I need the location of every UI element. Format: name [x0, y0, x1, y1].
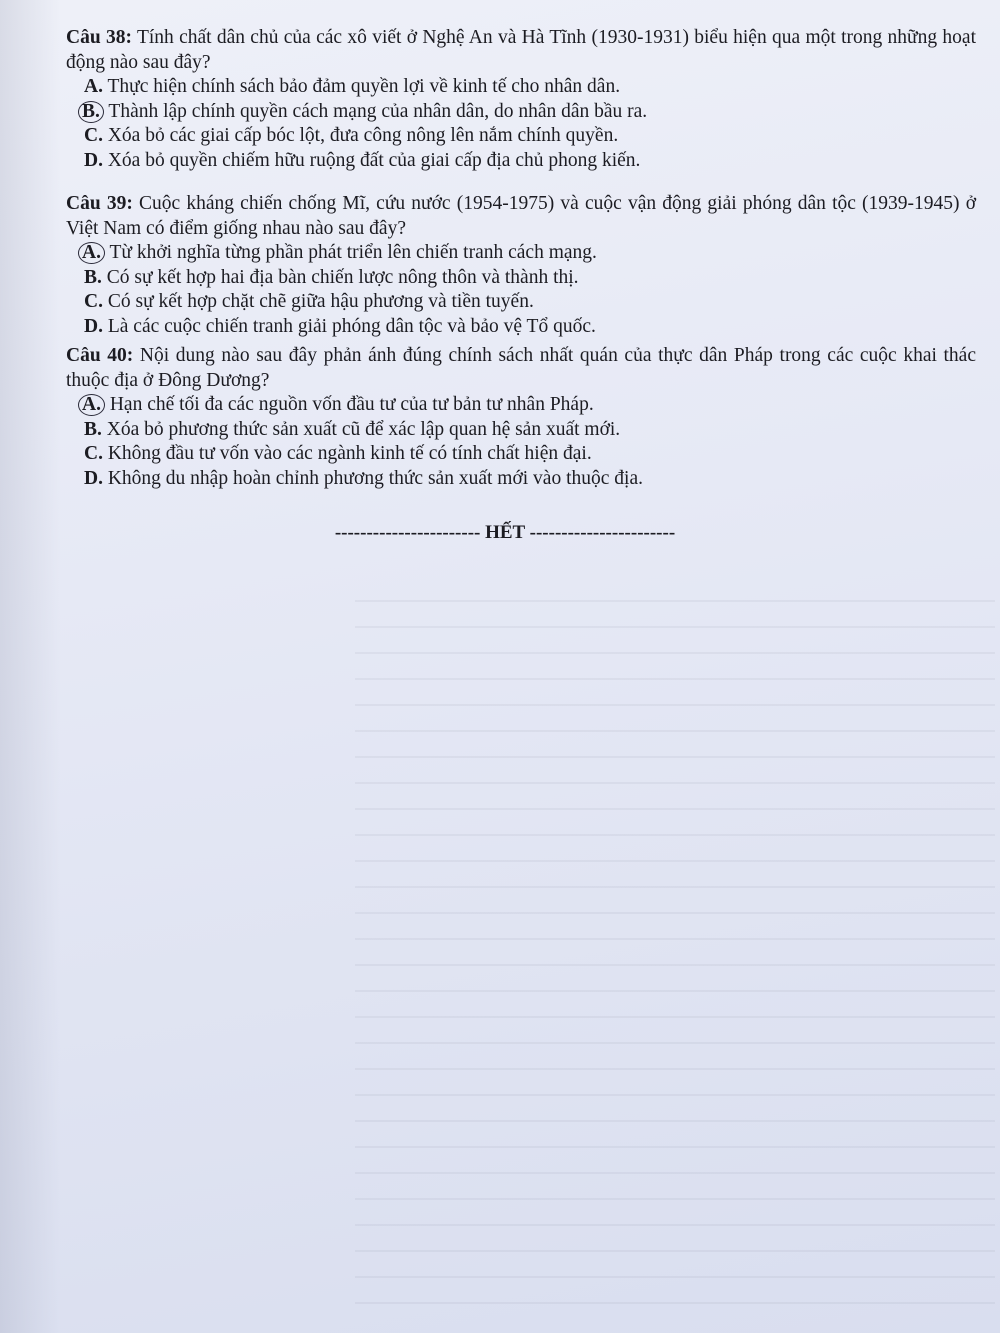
end-marker: ----------------------- HẾT -----------------------: [334, 522, 676, 543]
question-40: [66, 344, 976, 491]
option-letter-circled: B.: [78, 101, 104, 123]
question-39: [66, 192, 976, 339]
option-letter-circled: A.: [78, 394, 105, 416]
option-b: [66, 418, 976, 443]
question-stem: [66, 26, 976, 75]
option-text: Từ khởi nghĩa từng phần phát triển lên chiến tranh cách mạng.: [109, 242, 597, 263]
option-a: [66, 241, 976, 266]
option-d: [66, 467, 976, 492]
option-letter: C.: [84, 291, 103, 312]
option-text: Hạn chế tối đa các nguồn vốn đầu tư của tư bản tư nhân Pháp.: [109, 394, 594, 415]
option-text: Không đầu tư vốn vào các ngành kinh tế có tính chất hiện đại.: [107, 443, 592, 464]
option-b: [66, 266, 976, 291]
option-c: [66, 290, 976, 315]
question-stem: [66, 344, 976, 393]
question-text: Tính chất dân chủ của các xô viết ở Nghệ An và Hà Tĩnh (1930-1931) biểu hiện qua một trong những hoạt động nào sau đây?: [66, 27, 976, 73]
option-a: [66, 393, 976, 418]
option-text: Có sự kết hợp hai địa bàn chiến lược nông thôn và thành thị.: [106, 266, 579, 288]
option-text: Xóa bỏ các giai cấp bóc lột, đưa công nông lên nắm chính quyền.: [107, 125, 619, 146]
option-text: Có sự kết hợp chặt chẽ giữa hậu phương và tiền tuyến.: [107, 291, 534, 312]
option-b: [66, 100, 976, 125]
bleed-through-text: [355, 600, 995, 1320]
question-number: Câu 39:: [66, 193, 133, 214]
option-text: Thành lập chính quyền cách mạng của nhân dân, do nhân dân bầu ra.: [108, 100, 648, 122]
option-letter: D.: [84, 467, 103, 489]
option-letter: D.: [84, 315, 103, 337]
option-text: Xóa bỏ quyền chiếm hữu ruộng đất của giai cấp địa chủ phong kiến.: [107, 149, 641, 171]
question-text: Cuộc kháng chiến chống Mĩ, cứu nước (1954-1975) và cuộc vận động giải phóng dân tộc (1939-1945) ở Việt Nam có điểm giống nhau nào sau đây?: [66, 193, 977, 239]
question-38: [66, 26, 976, 173]
question-stem: [66, 192, 976, 241]
option-letter: B.: [84, 418, 102, 440]
option-letter: C.: [84, 443, 103, 464]
question-number: Câu 38:: [66, 27, 132, 48]
option-text: Thực hiện chính sách bảo đảm quyền lợi về kinh tế cho nhân dân.: [107, 76, 621, 97]
option-letter: C.: [84, 125, 103, 146]
option-text: Là các cuộc chiến tranh giải phóng dân tộc và bảo vệ Tổ quốc.: [107, 315, 596, 337]
option-letter: A.: [84, 76, 103, 97]
option-letter: B.: [84, 266, 102, 288]
option-letter-circled: A.: [78, 242, 105, 264]
option-text: Không du nhập hoàn chỉnh phương thức sản xuất mới vào thuộc địa.: [107, 467, 643, 489]
option-d: [66, 149, 976, 174]
question-text: Nội dung nào sau đây phản ánh đúng chính sách nhất quán của thực dân Pháp trong các cuộc khai thác thuộc địa ở Đông Dương?: [66, 345, 976, 391]
option-letter: D.: [84, 149, 103, 171]
question-number: Câu 40:: [66, 345, 134, 366]
option-d: [66, 315, 976, 340]
option-c: [66, 442, 976, 467]
option-text: Xóa bỏ phương thức sản xuất cũ để xác lập quan hệ sản xuất mới.: [106, 418, 621, 440]
option-c: [66, 124, 976, 149]
option-a: [66, 75, 976, 100]
page-shadow: [0, 0, 60, 1333]
